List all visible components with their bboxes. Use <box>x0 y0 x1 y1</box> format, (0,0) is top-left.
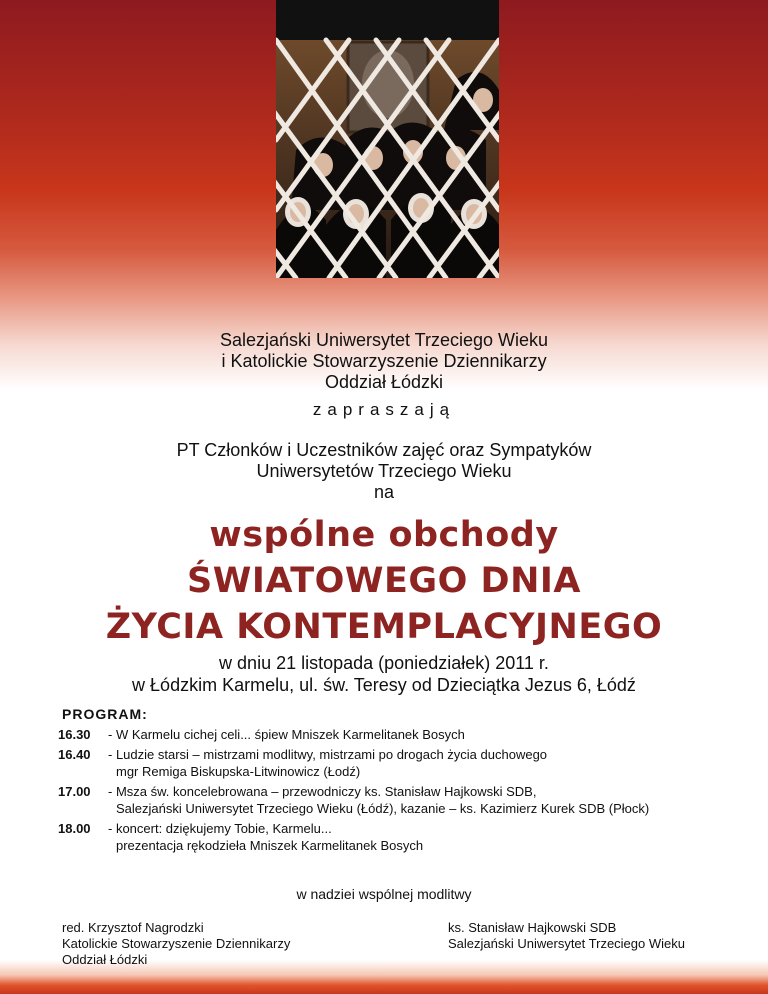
audience-line: PT Członków i Uczestników zajęć oraz Sympatyków <box>176 440 592 460</box>
program-text: prezentacja rękodzieła Mniszek Karmelitanek Bosych <box>116 838 424 853</box>
invite-word: zapraszają <box>312 400 456 419</box>
program-item <box>58 726 748 743</box>
program-text: - Ludzie starsi – mistrzami modlitwy, mistrzami po drogach życia duchowego <box>108 747 548 762</box>
signature-left <box>62 920 290 968</box>
program-text: - Msza św. koncelebrowana – przewodniczy ks. Stanisław Hajkowski SDB, <box>108 784 537 799</box>
event-date: w dniu 21 listopada (poniedziałek) 2011 r. <box>219 653 549 673</box>
event-place: w Łódzkim Karmelu, ul. św. Teresy od Dzieciątka Jezus 6, Łódź <box>132 675 636 695</box>
program-text: - koncert: dziękujemy Tobie, Karmelu... <box>108 821 332 836</box>
closing-phrase: w nadziei wspólnej modlitwy <box>296 886 472 902</box>
program-text: Salezjański Uniwersytet Trzeciego Wieku (Łódź), kazanie – ks. Kazimierz Kurek SDB (Płock) <box>116 801 650 816</box>
signature-line: red. Krzysztof Nagrodzki <box>62 920 204 935</box>
organizer-line: i Katolickie Stowarzyszenie Dziennikarzy <box>221 351 547 371</box>
event-headline <box>0 512 768 650</box>
organizer-line: Oddział Łódzki <box>324 372 444 392</box>
program-title: PROGRAM: <box>62 706 148 722</box>
signature-line: Salezjański Uniwersytet Trzeciego Wieku <box>448 936 685 951</box>
event-details <box>0 652 768 696</box>
program-text: - W Karmelu cichej celi... śpiew Mniszek Karmelitanek Bosych <box>108 727 465 742</box>
headline-line: ŚWIATOWEGO DNIA <box>187 561 581 601</box>
headline-line: wspólne obchody <box>209 515 559 555</box>
organizer-line: Salezjański Uniwersytet Trzeciego Wieku <box>219 330 549 350</box>
program-item <box>58 783 748 817</box>
program-time: 16.40 <box>58 747 91 762</box>
organizers <box>0 330 768 393</box>
program-time: 16.30 <box>58 727 91 742</box>
program-item <box>58 746 748 780</box>
signature-line: ks. Stanisław Hajkowski SDB <box>448 920 617 935</box>
program-item <box>58 820 748 854</box>
nuns-grille-illustration <box>276 0 499 278</box>
program-section <box>58 706 748 857</box>
audience-line: Uniwersytetów Trzeciego Wieku <box>256 461 512 481</box>
audience <box>0 440 768 503</box>
signature-line: Katolickie Stowarzyszenie Dziennikarzy <box>62 936 291 951</box>
nuns-behind-grille-photo <box>276 0 499 278</box>
signature-line: Oddział Łódzki <box>62 952 148 967</box>
headline-line: ŻYCIA KONTEMPLACYJNEGO <box>105 607 663 647</box>
audience-line: na <box>373 482 395 502</box>
signature-right <box>448 920 685 952</box>
program-time: 17.00 <box>58 784 91 799</box>
program-text: mgr Remiga Biskupska-Litwinowicz (Łodź) <box>116 764 361 779</box>
program-time: 18.00 <box>58 821 91 836</box>
